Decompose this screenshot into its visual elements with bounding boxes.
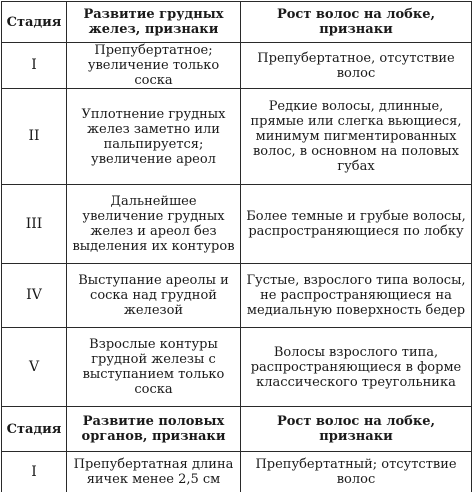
stage-cell: I [2,452,67,493]
table-header-row [2,2,472,43]
stage-cell: II [2,89,67,185]
stage-cell: I [2,43,67,89]
header-genital-development: Развитие половых органов, признаки [67,407,241,452]
breast-cell: Препубертатное; увеличение только соска [67,43,241,89]
pubic-cell: Редкие волосы, длинные, прямые или слегка вьющиеся, минимум пигментированных волос, в основном на половых губах [241,89,472,185]
pubic-cell: Волосы взрослого типа, распространяющиеся в форме классического треугольника [241,328,472,407]
pubic-cell: Препубертатный; отсутствие волос [241,452,472,493]
breast-cell: Взрослые контуры грудной железы с выступанием только соска [67,328,241,407]
header-breast-development: Развитие грудных желез, признаки [67,2,241,43]
stage-cell: IV [2,264,67,328]
header-stage: Стадия [2,2,67,43]
pubic-cell: Густые, взрослого типа волосы, не распространяющиеся на медиальную поверхность бедер [241,264,472,328]
pubic-cell: Более темные и грубые волосы, распространяющиеся по лобку [241,185,472,264]
genital-cell: Препубертатная длина яичек менее 2,5 см [67,452,241,493]
pubic-cell: Препубертатное, отсутствие волос [241,43,472,89]
header-stage: Стадия [2,407,67,452]
table-row [2,89,472,185]
table-row [2,328,472,407]
document-page [1,1,471,493]
table-row [2,264,472,328]
tanner-staging-table [1,1,472,493]
table-row [2,185,472,264]
breast-cell: Дальнейшее увеличение грудных желез и ареол без выделения их контуров [67,185,241,264]
stage-cell: III [2,185,67,264]
stage-cell: V [2,328,67,407]
table-row [2,43,472,89]
table-header-row-genital [2,407,472,452]
breast-cell: Уплотнение грудных желез заметно или пальпируется; увеличение ареол [67,89,241,185]
breast-cell: Выступание ареолы и соска над грудной железой [67,264,241,328]
header-pubic-hair: Рост волос на лобке, признаки [241,2,472,43]
header-pubic-hair: Рост волос на лобке, признаки [241,407,472,452]
table-row [2,452,472,493]
